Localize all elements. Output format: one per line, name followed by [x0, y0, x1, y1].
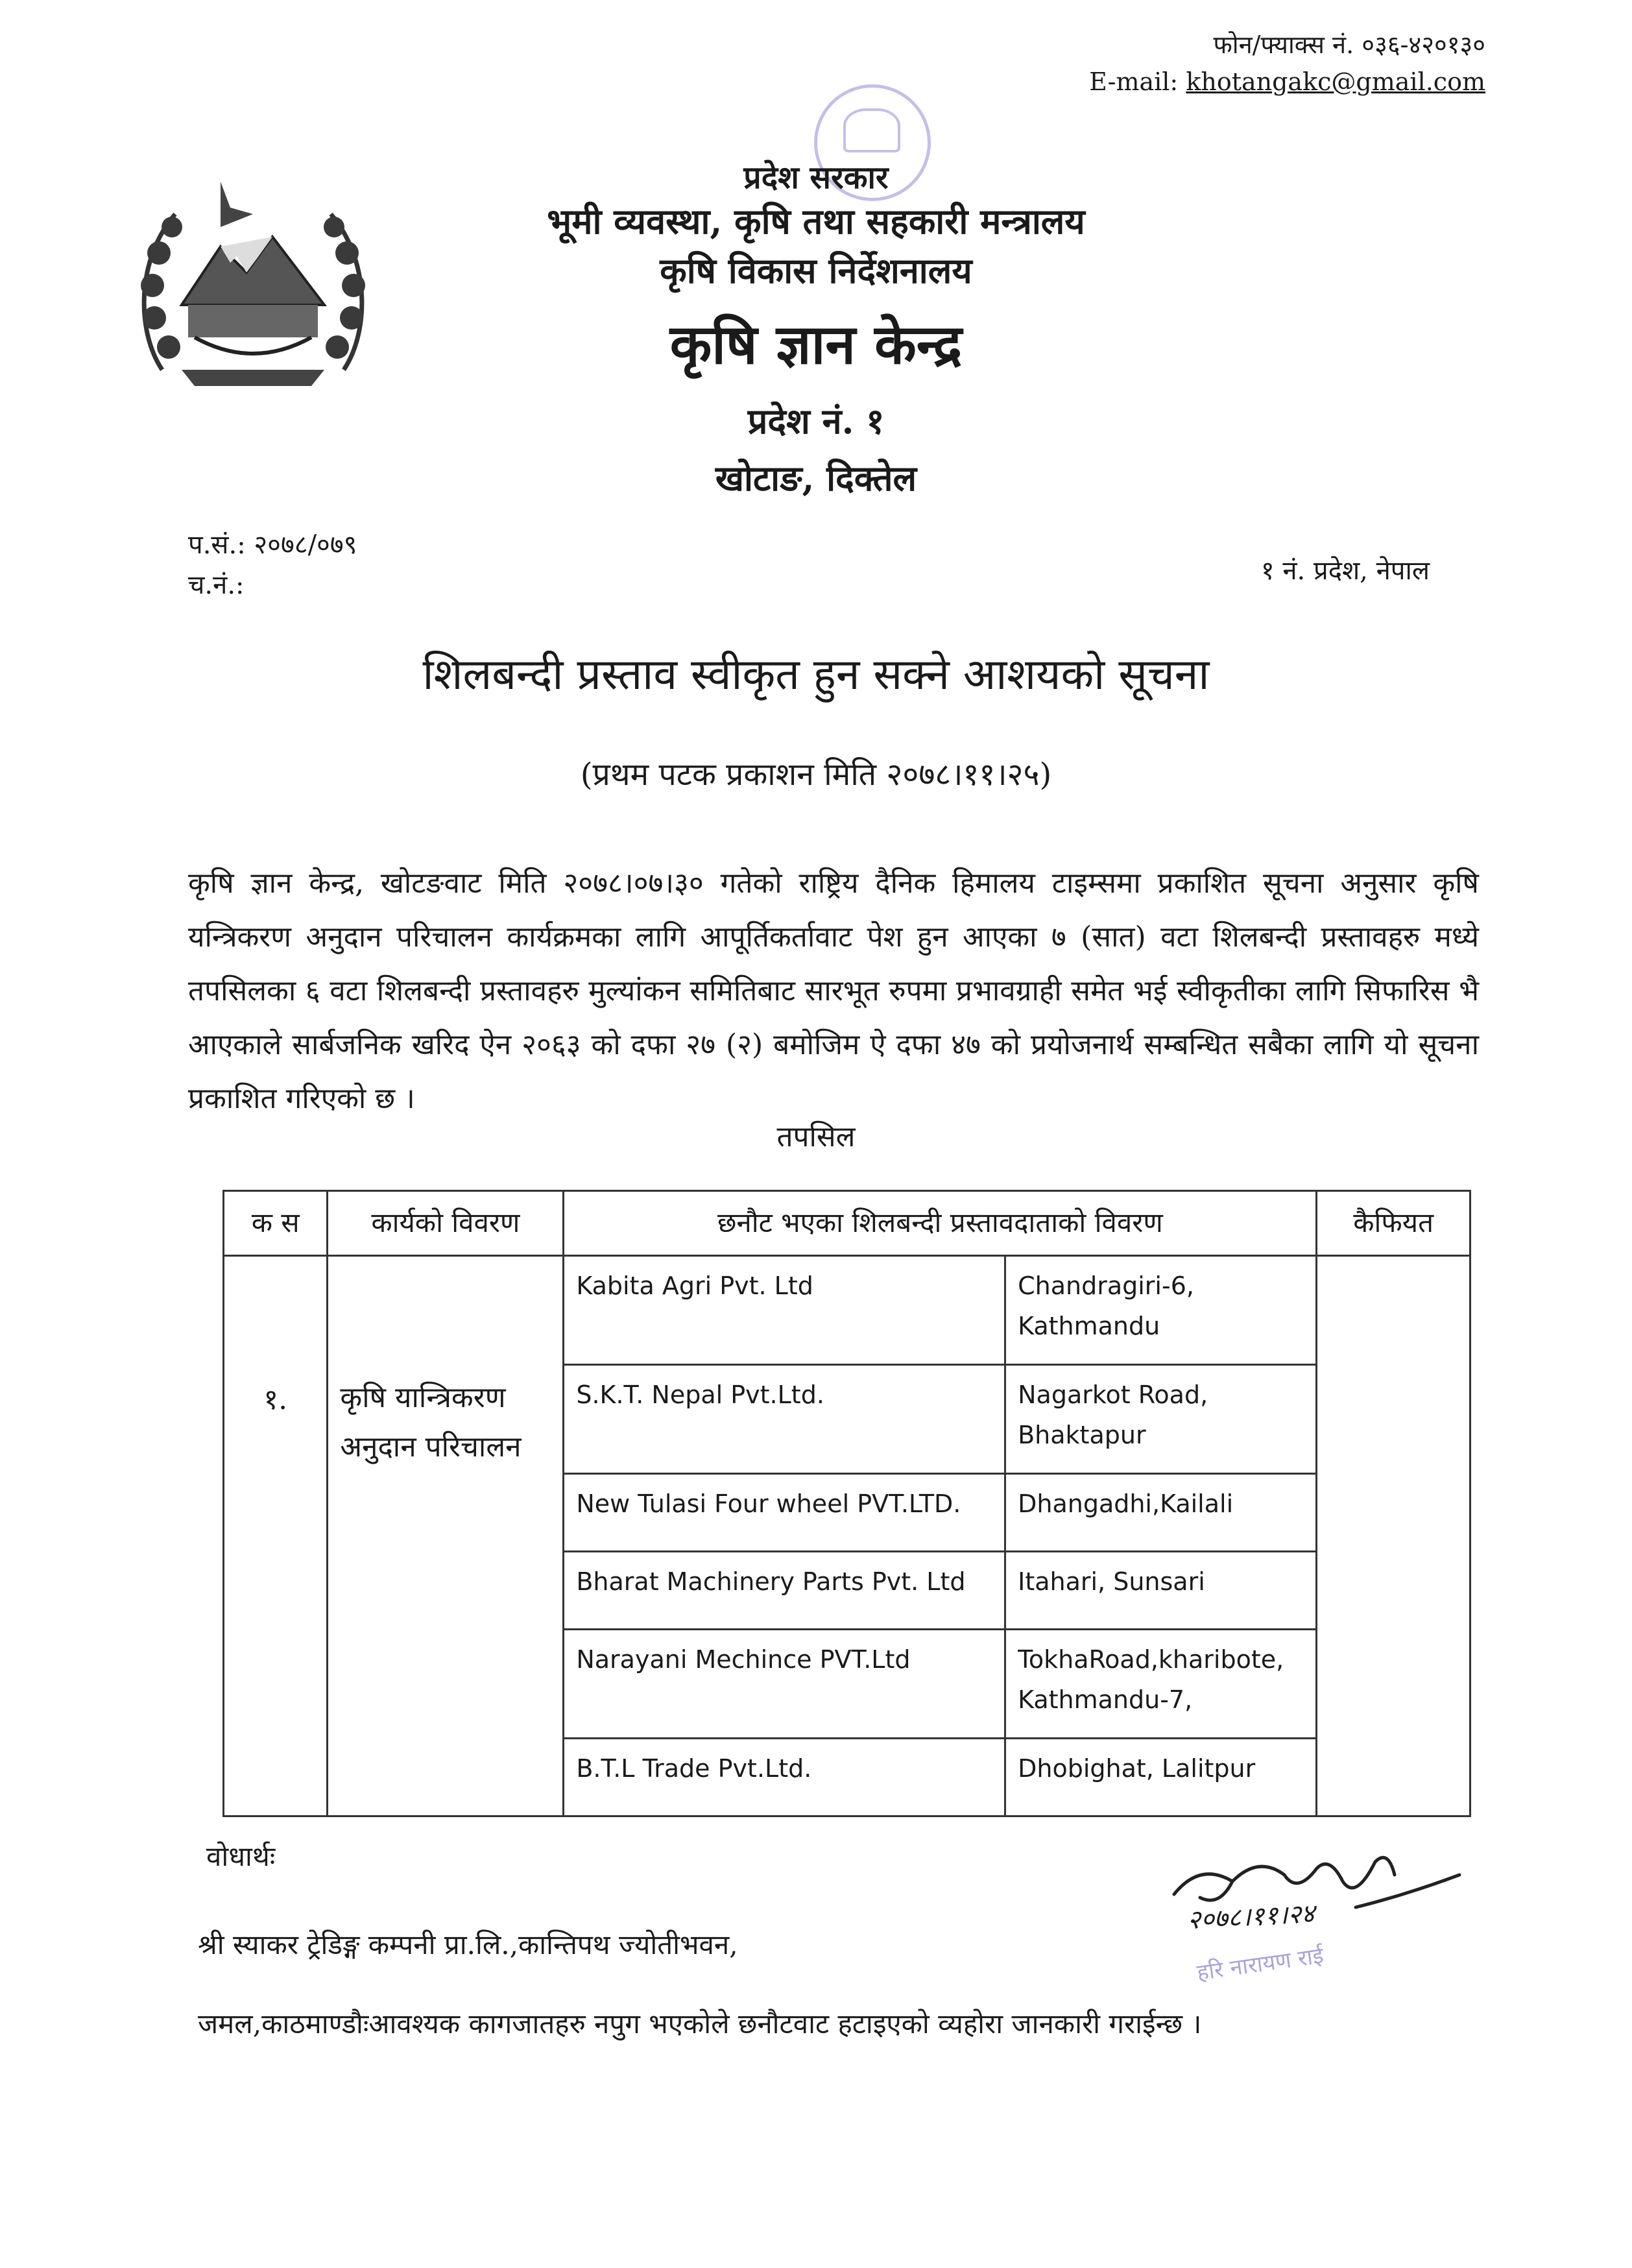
remarks-cell — [1317, 1256, 1470, 1816]
bidder-name: S.K.T. Nepal Pvt.Ltd. — [564, 1365, 1005, 1474]
signature-date: २०७८।११।२४ — [1186, 1898, 1315, 1936]
bidder-name: B.T.L Trade Pvt.Ltd. — [564, 1739, 1005, 1816]
patra-sankhya: प.सं.: २०७८/०७९ — [188, 530, 357, 560]
bodharth-label: वोधार्थः — [206, 1840, 276, 1872]
bidder-name: Kabita Agri Pvt. Ltd — [564, 1256, 1005, 1365]
phone-fax: फोन/फ्याक्स नं. ०३६-४२०१३० — [1213, 30, 1485, 59]
bidder-name: Bharat Machinery Parts Pvt. Ltd — [564, 1552, 1005, 1630]
header-bidders: छनौट भएका शिलबन्दी प्रस्तावदाताको विवरण — [564, 1191, 1317, 1256]
header-sn: क स — [224, 1191, 328, 1256]
bidder-address: Itahari, Sunsari — [1005, 1552, 1317, 1630]
header-ministry: भूमी व्यवस्था, कृषि तथा सहकारी मन्त्रालय — [547, 200, 1085, 242]
notice-subtitle: (प्रथम पटक प्रकाशन मिति २०७८।११।२५) — [580, 756, 1052, 793]
bidder-address: Dhobighat, Lalitpur — [1005, 1739, 1317, 1816]
email-line — [1089, 67, 1485, 96]
header-work: कार्यको विवरण — [328, 1191, 564, 1256]
notice-body: कृषि ज्ञान केन्द्र, खोटङवाट मिति २०७८।०७।३० गतेको राष्ट्रिय दैनिक हिमालय टाइम्समा प्रकाशित सूचना अनुसार कृषि यन्त्रिकरण अनुदान परिचालन कार्यक्रमका लागि आपूर्तिकर्तावाट पेश हुन आएका ७ (सात) वटा शिलबन्दी प्रस्तावहरु मध्ये तपसिलका ६ वटा शिलबन्दी प्रस्तावहरु मुल्यांकन समितिबाट सारभूत रुपमा प्रभावग्राही समेत भई स्वीकृतीका लागि सिफारिस भै आएकाले सार्बजनिक खरिद ऐन २०६३ को दफा २७ (२) बमोजिम ऐ दफा ४७ को प्रयोजनार्थ सम्बन्धित सबैका लागि यो सूचना प्रकाशित गरिएको छ । — [188, 867, 1479, 1115]
footer-line-2: जमल,काठमाण्डौःआवश्यक कागजातहरु नपुग भएकोले छनौटवाट हटाइएको व्यहोरा जानकारी गराईन्छ । — [198, 2008, 1202, 2040]
bidder-address: TokhaRoad,kharibote, Kathmandu-7, — [1005, 1630, 1317, 1739]
email-label: E-mail: — [1089, 67, 1186, 96]
office-name: कृषि ज्ञान केन्द्र — [669, 312, 963, 376]
table-header-row — [224, 1191, 1470, 1256]
bidder-address: Nagarkot Road, Bhaktapur — [1005, 1365, 1317, 1474]
bidder-address: Chandragiri-6, Kathmandu — [1005, 1256, 1317, 1365]
email-link[interactable]: khotangakc@gmail.com — [1186, 67, 1485, 96]
bidders-table — [222, 1190, 1471, 1817]
signature-stamp: हरि नारायण राई — [1195, 1942, 1325, 1986]
work-description: कृषि यान्त्रिकरण अनुदान परिचालन — [328, 1256, 564, 1816]
header-line-1: प्रदेश सरकार — [743, 160, 889, 196]
footer-line-1: श्री स्याकर ट्रेडिङ्ग कम्पनी प्रा.लि.,कान्तिपथ ज्योतीभवन, — [198, 1929, 738, 1960]
office-location: खोटाङ, दिक्तेल — [715, 457, 917, 499]
table-row — [224, 1256, 1470, 1365]
notice-title: शिलबन्दी प्रस्ताव स्वीकृत हुन सक्ने आशयको सूचना — [422, 649, 1210, 699]
serial-number: १. — [224, 1256, 328, 1816]
bidder-name: Narayani Mechince PVT.Ltd — [564, 1630, 1005, 1739]
chalani-number: च.नं.: — [188, 570, 245, 600]
tapsil-heading: तपसिल — [776, 1120, 856, 1153]
header-directorate: कृषि विकास निर्देशनालय — [660, 250, 972, 291]
bidder-name: New Tulasi Four wheel PVT.LTD. — [564, 1474, 1005, 1552]
bidder-address: Dhangadhi,Kailali — [1005, 1474, 1317, 1552]
province-number: प्रदेश नं. १ — [747, 400, 885, 442]
header-remarks: कैफियत — [1317, 1191, 1470, 1256]
province-country: १ नं. प्रदेश, नेपाल — [1260, 556, 1430, 586]
